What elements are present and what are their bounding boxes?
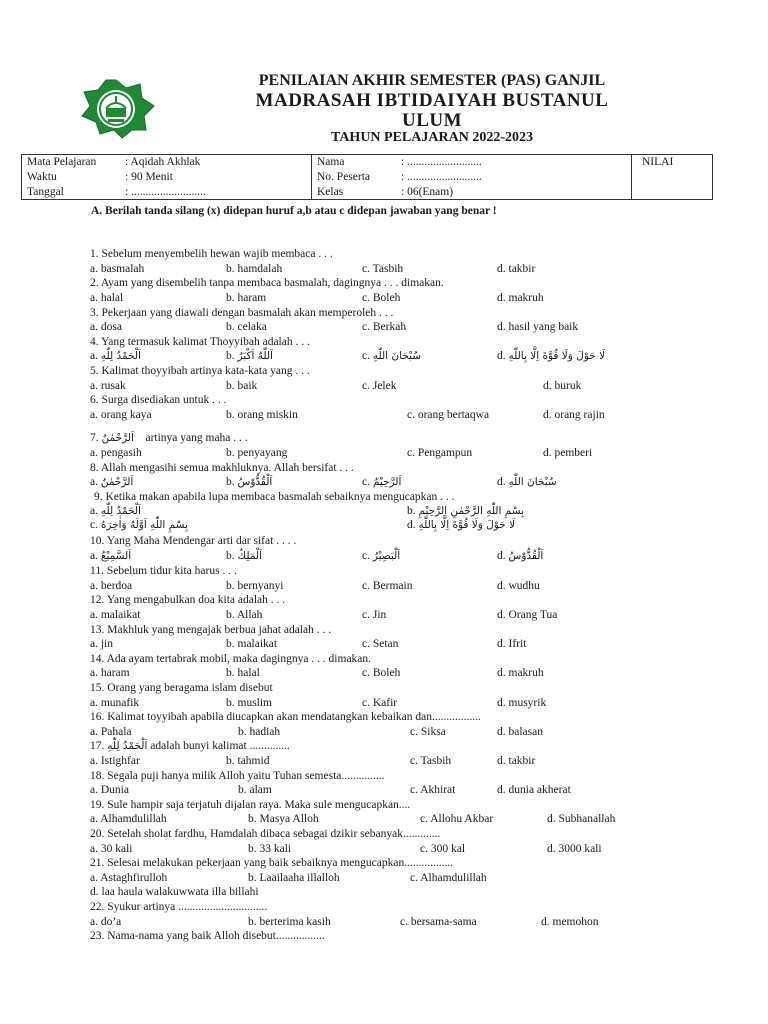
question-6: 6. Surga disediakan untuk . . . — [90, 394, 227, 406]
question-7 — [90, 432, 248, 445]
q9-option-c[interactable] — [90, 519, 188, 532]
q20-option-d[interactable]: d. 3000 kali — [547, 843, 602, 855]
question-9: 9. Ketika makan apabila lupa membaca basmalah sebaiknya mengucapkan . . . — [94, 491, 455, 503]
q8-option-b-arabic: اَلْقُدُّوْسُ — [237, 476, 273, 488]
q4-option-c-arabic: سُبْحَانَ اللّٰهِ — [372, 350, 422, 362]
q14-option-b[interactable]: b. halal — [226, 667, 260, 679]
question-13: 13. Makhluk yang mengajak berbua jahat adalah . . . — [90, 624, 332, 636]
q20-option-a[interactable]: a. 30 kali — [90, 843, 133, 855]
class-value: : 06(Enam) — [401, 186, 454, 198]
question-19: 19. Sule hampir saja terjatuh dijalan raya. Maka sule mengucapkan.... — [90, 799, 411, 811]
participant-number-label: No. Peserta — [317, 171, 371, 183]
q12-option-d[interactable]: d. Orang Tua — [497, 609, 558, 621]
question-14: 14. Ada ayam tertabrak mobil, maka dagingnya . . . dimakan. — [90, 653, 372, 665]
q10-option-d[interactable] — [497, 550, 543, 563]
q8-option-c-letter: c. — [362, 476, 370, 488]
q4-option-a-letter: a. — [90, 350, 98, 362]
q21-option-a[interactable]: a. Astaghfirulloh — [90, 872, 168, 884]
q5-option-d[interactable]: d. buruk — [543, 380, 582, 392]
exam-title: PENILAIAN AKHIR SEMESTER (PAS) GANJIL — [258, 72, 606, 89]
q8-option-a-letter: a. — [90, 476, 98, 488]
q4-option-c-letter: c. — [362, 350, 370, 362]
q22-option-b[interactable]: b. berterima kasih — [248, 916, 331, 928]
q15-option-d[interactable]: d. musyrik — [497, 697, 547, 709]
school-name-line2: ULUM — [401, 110, 463, 131]
q1-option-d[interactable]: d. takbir — [497, 263, 536, 275]
q6-option-b[interactable]: b. orang miskin — [226, 409, 298, 421]
student-info-table — [21, 154, 713, 200]
q2-option-b[interactable]: b. haram — [226, 292, 267, 304]
q8-option-d-arabic: سُبْحَانَ اللّٰهِ — [508, 476, 557, 488]
q19-option-b[interactable]: b. Masya Alloh — [248, 813, 319, 825]
q9-option-d-arabic: لَا حَوْلَ وَلَا قُوَّةَ اِلَّا بِاللّٰهِ — [418, 519, 516, 531]
question-18: 18. Segala puji hanya milik Alloh yaitu Tuhan semesta............... — [90, 770, 385, 782]
q5-option-c[interactable]: c. Jelek — [362, 380, 397, 392]
q17-option-c[interactable]: c. Tasbih — [410, 755, 452, 767]
q12-option-b[interactable]: b. Allah — [226, 609, 263, 621]
q15-option-b[interactable]: b. muslim — [226, 697, 273, 709]
q4-option-d-arabic: لَا حَوْلَ وَلَا قُوَّةَ اِلَّا بِاللّٰهِ — [508, 350, 606, 362]
q10-option-d-arabic: اَلْقُدُّوْسُ — [508, 550, 544, 562]
question-20: 20. Setelah sholat fardhu, Hamdalah dibaca sebagai dzikir sebanyak............. — [90, 828, 441, 840]
q5-option-a[interactable]: a. rusak — [90, 380, 126, 392]
q8-option-a-arabic: اَلرَّحْمٰنُ — [100, 476, 134, 488]
q17-option-a[interactable]: a. Istighfar — [90, 755, 140, 767]
q13-option-c[interactable]: c. Setan — [362, 638, 399, 650]
question-11: 11. Sebelum tidur kita harus . . . — [90, 565, 237, 577]
q21-option-d[interactable]: d. laa haula walakuwwata illa billahi — [90, 886, 259, 898]
school-name-line1: MADRASAH IBTIDAIYAH BUSTANUL — [255, 90, 609, 111]
q9-option-d[interactable] — [407, 519, 515, 532]
q10-option-d-letter: d. — [497, 550, 506, 562]
q15-option-c[interactable]: c. Kafir — [362, 697, 398, 709]
q7-number: 7. — [90, 432, 99, 444]
subject-value: : Aqidah Akhlak — [125, 156, 201, 168]
q4-option-b-letter: b. — [226, 350, 235, 362]
q7-text: artinya yang maha . . . — [145, 432, 248, 444]
q8-option-b-letter: b. — [226, 476, 235, 488]
q10-option-a[interactable] — [90, 550, 131, 563]
q10-option-b-arabic: اَلْمَلِكُ — [237, 550, 263, 562]
q8-option-c-arabic: اَلرَّحِيْمُ — [372, 476, 402, 488]
q13-option-b[interactable]: b. malaikat — [226, 638, 278, 650]
q3-option-d[interactable]: d. hasil yang baik — [497, 321, 579, 333]
q9-option-b-arabic: بِسْمِ اللّٰهِ الرَّحْمٰنِ الرَّحِيْمِ — [418, 505, 525, 517]
question-1: 1. Sebelum menyembelih hewan wajib membaca . . . — [90, 248, 333, 260]
question-12: 12. Yang mengabulkan doa kita adalah . . . — [90, 594, 286, 606]
q19-option-a[interactable]: a. Alhamdulillah — [90, 813, 167, 825]
q9-option-a-arabic: اَلْحَمْدُ لِلّٰهِ — [100, 505, 141, 517]
q9-option-a[interactable] — [90, 505, 141, 518]
q3-option-a[interactable]: a. dosa — [90, 321, 122, 333]
q17-number: 17. — [90, 740, 105, 752]
q12-option-c[interactable]: c. Jin — [362, 609, 387, 621]
q16-option-c[interactable]: c. Siksa — [410, 726, 446, 738]
question-8: 8. Allah mengasihi semua makhluknya. Allah bersifat . . . — [90, 462, 354, 474]
q11-option-b[interactable]: b. bernyanyi — [226, 580, 284, 592]
q8-option-b[interactable] — [226, 476, 272, 489]
q22-option-a[interactable]: a. do’a — [90, 916, 122, 928]
q7-option-b[interactable]: b. penyayang — [226, 447, 288, 459]
q14-option-c[interactable]: c. Boleh — [362, 667, 401, 679]
q17-text: adalah bunyi kalimat .............. — [150, 740, 290, 752]
q4-option-a-arabic: اَلْحَمْدُ لِلّٰهِ — [100, 350, 141, 362]
name-label: Nama — [317, 156, 345, 168]
q11-option-a[interactable]: a. berdoa — [90, 580, 133, 592]
q21-option-c[interactable]: c. Alhamdulillah — [410, 872, 487, 884]
q4-option-b-arabic: اَللّٰهُ اَكْبَرُ — [237, 350, 273, 362]
q11-option-d[interactable]: d. wudhu — [497, 580, 540, 592]
q13-option-a[interactable]: a. jin — [90, 638, 113, 650]
date-label: Tanggal — [27, 186, 64, 198]
q8-option-d[interactable] — [497, 476, 557, 489]
q4-option-c[interactable] — [362, 350, 421, 363]
q9-option-a-letter: a. — [90, 505, 98, 517]
q19-option-d[interactable]: d. Subhanallah — [547, 813, 616, 825]
question-3: 3. Pekerjaan yang diawali dengan basmalah akan memperoleh . . . — [90, 307, 394, 319]
question-22: 22. Syukur artinya ............................... — [90, 901, 268, 913]
score-label: NILAI — [642, 156, 674, 168]
time-value: : 90 Menit — [125, 171, 173, 183]
q4-option-d-letter: d. — [497, 350, 506, 362]
q12-option-a[interactable]: a. malaikat — [90, 609, 141, 621]
question-10: 10. Yang Maha Mendengar arti dar sifat . . . . — [90, 535, 297, 547]
q10-option-c-letter: c. — [362, 550, 370, 562]
q22-option-d[interactable]: d. memohon — [541, 916, 599, 928]
q3-option-c[interactable]: c. Berkah — [362, 321, 407, 333]
q21-option-b[interactable]: b. Laailaaha illalloh — [248, 872, 340, 884]
q5-option-b[interactable]: b. baik — [226, 380, 258, 392]
q1-option-c[interactable]: c. Tasbih — [362, 263, 404, 275]
madrasah-logo — [76, 78, 156, 140]
q18-option-b[interactable]: b. alam — [238, 784, 272, 796]
q6-option-a[interactable]: a. orang kaya — [90, 409, 152, 421]
q19-option-c[interactable]: c. Allohu Akbar — [420, 813, 494, 825]
q14-option-a[interactable]: a. haram — [90, 667, 130, 679]
q17-option-d[interactable]: d. takbir — [497, 755, 536, 767]
q17-arabic: اَلْحَمْدُ لِلّٰهِ — [107, 740, 148, 752]
q10-option-b[interactable] — [226, 550, 262, 563]
q10-option-c-arabic: اَلْبَصِيْرُ — [372, 550, 401, 562]
q20-option-c[interactable]: c. 300 kal — [420, 843, 466, 855]
q10-option-a-arabic: اَلسَّمِيْعُ — [100, 550, 132, 562]
question-5: 5. Kalimat thoyyibah artinya kata-kata yang . . . — [90, 365, 310, 377]
q18-option-c[interactable]: c. Akhirat — [410, 784, 456, 796]
q9-option-c-arabic: بِسْمِ اللّٰهِ اَوَّلَهُ وَاٰخِرَهُ — [100, 519, 188, 531]
q9-option-d-letter: d. — [407, 519, 416, 531]
question-23: 23. Nama-nama yang baik Alloh disebut................. — [90, 930, 325, 942]
q16-option-d[interactable]: d. balasan — [497, 726, 543, 738]
q4-option-d[interactable] — [497, 350, 605, 363]
q18-option-d[interactable]: d. dunia akherat — [497, 784, 571, 796]
q16-option-b[interactable]: b. hadiah — [238, 726, 281, 738]
question-2: 2. Ayam yang disembelih tanpa membaca basmalah, dagingnya . . . dimakan. — [90, 277, 444, 289]
q17-option-b[interactable]: b. tahmid — [226, 755, 270, 767]
question-16: 16. Kalimat toyyibah apabila diucapkan akan mendatangkan kebaikan dan................. — [90, 711, 481, 723]
instructions: A. Berilah tanda silang (x) didepan huruf a,b atau c didepan jawaban yang benar ! — [91, 205, 497, 217]
q20-option-b[interactable]: b. 33 kali — [248, 843, 292, 855]
q9-option-b[interactable] — [407, 505, 524, 518]
subject-label: Mata Pelajaran — [27, 156, 97, 168]
q7-arabic: اَلرَّحْمٰنُ — [101, 432, 134, 444]
q13-option-d[interactable]: d. Ifrit — [497, 638, 527, 650]
q22-option-c[interactable]: c. bersama-sama — [400, 916, 477, 928]
date-value: : .......................... — [125, 186, 206, 198]
q7-option-d[interactable]: d. pemberi — [543, 447, 593, 459]
question-15: 15. Orang yang beragama islam disebut — [90, 682, 273, 694]
q6-option-c[interactable]: c. orang bertaqwa — [407, 409, 490, 421]
participant-number-value: : .......................... — [401, 171, 482, 183]
time-label: Waktu — [27, 171, 57, 183]
q6-option-d[interactable]: d. orang rajin — [543, 409, 605, 421]
q10-option-b-letter: b. — [226, 550, 235, 562]
q2-option-a[interactable]: a. halal — [90, 292, 124, 304]
q3-option-b[interactable]: b. celaka — [226, 321, 267, 333]
q4-option-a[interactable] — [90, 350, 141, 363]
name-value: : .......................... — [401, 156, 482, 168]
q7-option-c[interactable]: c. Pengampun — [407, 447, 473, 459]
question-17 — [90, 740, 290, 753]
q9-option-b-letter: b. — [407, 505, 416, 517]
q4-option-b[interactable] — [226, 350, 273, 363]
q18-option-a[interactable]: a. Dunia — [90, 784, 129, 796]
q2-option-d[interactable]: d. makruh — [497, 292, 544, 304]
q14-option-d[interactable]: d. makruh — [497, 667, 544, 679]
q8-option-d-letter: d. — [497, 476, 506, 488]
q7-option-a[interactable]: a. pengasih — [90, 447, 142, 459]
q2-option-c[interactable]: c. Boleh — [362, 292, 401, 304]
q10-option-a-letter: a. — [90, 550, 98, 562]
q1-option-a[interactable]: a. basmalah — [90, 263, 145, 275]
q16-option-a[interactable]: a. Pahala — [90, 726, 132, 738]
q11-option-c[interactable]: c. Bermain — [362, 580, 413, 592]
q1-option-b[interactable]: b. hamdalah — [226, 263, 283, 275]
question-4: 4. Yang termasuk kalimat Thoyyibah adalah . . . — [90, 336, 310, 348]
question-21: 21. Selesai melakukan pekerjaan yang baik sebaiknya mengucapkan................. — [90, 857, 454, 869]
class-label: Kelas — [317, 186, 344, 198]
q9-option-c-letter: c. — [90, 519, 98, 531]
q10-option-c[interactable] — [362, 550, 400, 563]
q8-option-a[interactable] — [90, 476, 133, 489]
q8-option-c[interactable] — [362, 476, 401, 489]
q15-option-a[interactable]: a. munafik — [90, 697, 140, 709]
academic-year: TAHUN PELAJARAN 2022-2023 — [331, 130, 533, 145]
